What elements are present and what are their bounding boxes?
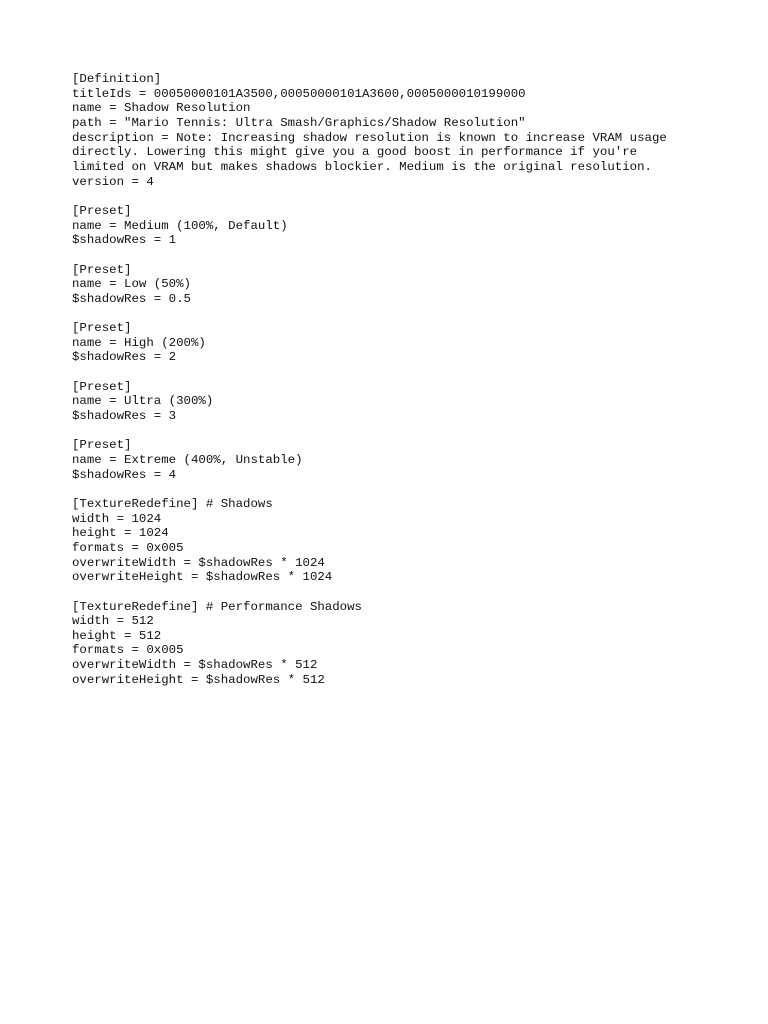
config-line-height: height = 1024 (72, 526, 169, 541)
definition-section (72, 72, 712, 189)
section-header: [Preset] (72, 438, 132, 453)
section-header: [TextureRedefine] # Shadows (72, 496, 273, 511)
config-line-description: description = Note: Increasing shadow resolution is known to increase VRAM usage (72, 130, 667, 145)
config-line-width: width = 512 (72, 614, 154, 629)
config-line-overwrite-width: overwriteWidth = $shadowRes * 1024 (72, 555, 325, 570)
document-page (72, 72, 712, 702)
config-line-description-cont: directly. Lowering this might give you a good boost in performance if you're (72, 145, 638, 160)
config-line-height: height = 512 (72, 628, 162, 643)
section-header: [TextureRedefine] # Performance Shadows (72, 599, 362, 614)
config-line-version: version = 4 (72, 174, 154, 189)
config-line-name: name = Low (50%) (72, 277, 191, 292)
preset-section-low (72, 263, 712, 307)
texture-redefine-shadows-section (72, 497, 712, 585)
config-line-name: name = Shadow Resolution (72, 101, 251, 116)
config-line-formats: formats = 0x005 (72, 643, 184, 658)
config-line-title-ids: titleIds = 00050000101A3500,00050000101A3600,0005000010199000 (72, 86, 526, 101)
texture-redefine-performance-shadows-section (72, 600, 712, 688)
config-line-shadow-res: $shadowRes = 2 (72, 350, 177, 365)
config-line-name: name = Medium (100%, Default) (72, 218, 288, 233)
config-line-shadow-res: $shadowRes = 0.5 (72, 291, 191, 306)
config-line-path: path = "Mario Tennis: Ultra Smash/Graphics/Shadow Resolution" (72, 115, 526, 130)
config-line-overwrite-width: overwriteWidth = $shadowRes * 512 (72, 658, 318, 673)
preset-section-ultra (72, 380, 712, 424)
config-line-shadow-res: $shadowRes = 3 (72, 409, 177, 424)
section-header: [Preset] (72, 379, 132, 394)
config-line-name: name = High (200%) (72, 335, 206, 350)
config-line-shadow-res: $shadowRes = 4 (72, 467, 177, 482)
config-line-width: width = 1024 (72, 511, 162, 526)
preset-section-medium (72, 204, 712, 248)
section-header: [Definition] (72, 72, 162, 86)
preset-section-high (72, 321, 712, 365)
preset-section-extreme (72, 438, 712, 482)
section-header: [Preset] (72, 203, 132, 218)
config-line-shadow-res: $shadowRes = 1 (72, 233, 177, 248)
config-line-formats: formats = 0x005 (72, 540, 184, 555)
config-line-overwrite-height: overwriteHeight = $shadowRes * 512 (72, 672, 325, 687)
section-header: [Preset] (72, 262, 132, 277)
config-line-overwrite-height: overwriteHeight = $shadowRes * 1024 (72, 570, 333, 585)
config-line-name: name = Extreme (400%, Unstable) (72, 452, 303, 467)
config-line-name: name = Ultra (300%) (72, 394, 214, 409)
section-header: [Preset] (72, 321, 132, 336)
config-line-description-cont: limited on VRAM but makes shadows blockier. Medium is the original resolution. (72, 159, 652, 174)
